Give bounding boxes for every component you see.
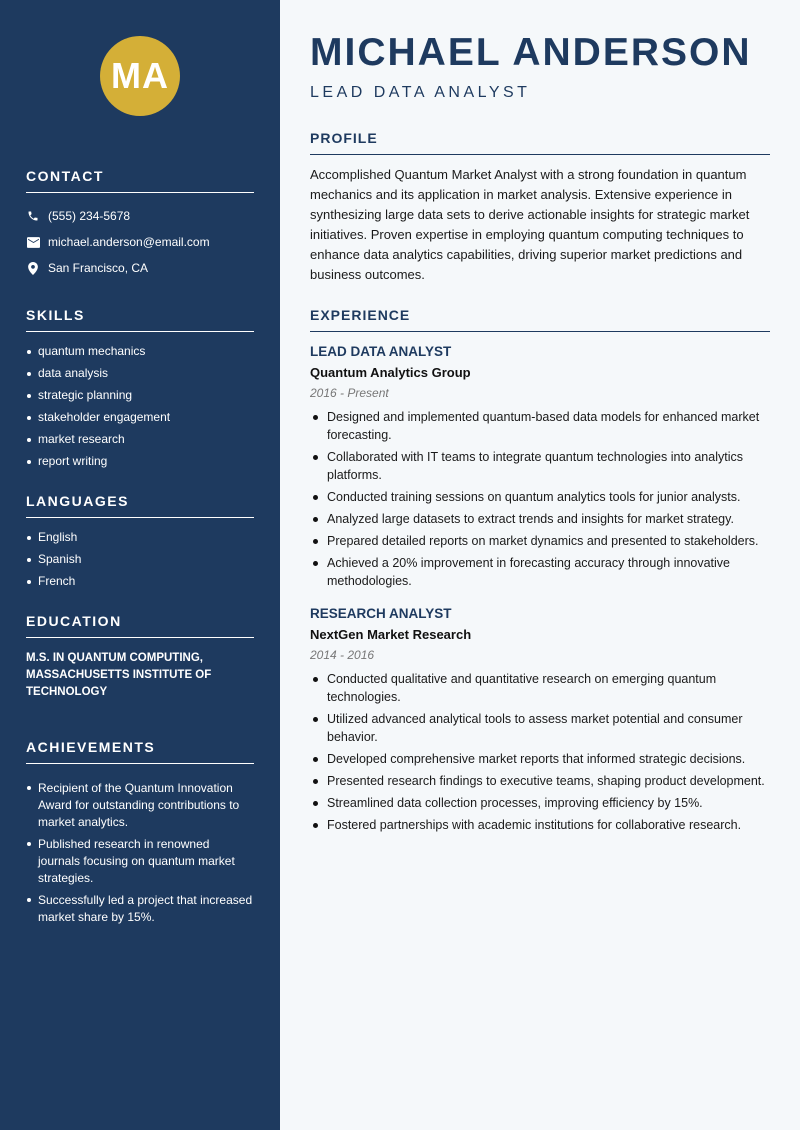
achievements-section (26, 739, 254, 926)
candidate-role: LEAD DATA ANALYST (310, 84, 531, 101)
list-item: Achieved a 20% improvement in forecasting accuracy through innovative methodologies. (310, 554, 770, 590)
contact-heading: CONTACT (26, 168, 254, 193)
list-item: report writing (26, 454, 254, 469)
sidebar (0, 0, 280, 1130)
job-entry (310, 344, 770, 590)
list-item: English (26, 530, 254, 545)
list-item: Published research in renowned journals focusing on quantum market strategies. (26, 836, 254, 887)
job-company: NextGen Market Research (310, 627, 472, 642)
main-content (280, 0, 800, 1130)
list-item: Recipient of the Quantum Innovation Award for outstanding contributions to market analytics. (26, 780, 254, 831)
job-dates: 2016 - Present (310, 386, 389, 400)
list-item: stakeholder engagement (26, 410, 254, 425)
achievements-heading: ACHIEVEMENTS (26, 739, 254, 764)
profile-heading: PROFILE (310, 130, 770, 155)
list-item: Successfully led a project that increased market share by 15%. (26, 892, 254, 926)
experience-section (310, 307, 770, 834)
contact-phone (26, 209, 254, 223)
avatar: MA (100, 36, 180, 116)
job-title: LEAD DATA ANALYST (310, 344, 452, 359)
profile-section (310, 130, 770, 285)
job-entry (310, 606, 770, 834)
email-text: michael.anderson@email.com (48, 235, 210, 249)
list-item: Conducted qualitative and quantitative research on emerging quantum technologies. (310, 670, 770, 706)
skills-heading: SKILLS (26, 307, 254, 332)
languages-section (26, 493, 254, 589)
skills-list (26, 344, 254, 469)
contact-location (26, 261, 254, 275)
list-item: data analysis (26, 366, 254, 381)
education-heading: EDUCATION (26, 613, 254, 638)
list-item: Designed and implemented quantum-based data models for enhanced market forecasting. (310, 408, 770, 444)
achievements-list (26, 780, 254, 926)
list-item: Spanish (26, 552, 254, 567)
contact-email (26, 235, 254, 249)
profile-text: Accomplished Quantum Market Analyst with a strong foundation in quantum mechanics and its application in market analysis. Extensive experience in synthesizing large data sets to derive actionable insights for strategic market initiatives. Proven expertise in employing quantum computing techniques to enhance data analytics capabilities, driving superior market predictions and business outcomes. (310, 167, 750, 282)
phone-icon (26, 209, 40, 223)
job-bullets (310, 408, 770, 590)
languages-list (26, 530, 254, 589)
job-company: Quantum Analytics Group (310, 365, 471, 380)
candidate-name: MICHAEL ANDERSON (310, 31, 752, 74)
list-item: Developed comprehensive market reports that informed strategic decisions. (310, 750, 770, 768)
education-degree: M.S. IN QUANTUM COMPUTING, MASSACHUSETTS INSTITUTE OF TECHNOLOGY (26, 652, 212, 698)
list-item: Presented research findings to executive teams, shaping product development. (310, 772, 770, 790)
list-item: Collaborated with IT teams to integrate quantum technologies into analytics platforms. (310, 448, 770, 484)
job-title: RESEARCH ANALYST (310, 606, 452, 621)
experience-heading: EXPERIENCE (310, 307, 770, 332)
list-item: French (26, 574, 254, 589)
contact-section (26, 168, 254, 275)
list-item: market research (26, 432, 254, 447)
education-section (26, 613, 254, 701)
list-item: Prepared detailed reports on market dynamics and presented to stakeholders. (310, 532, 770, 550)
list-item: Utilized advanced analytical tools to assess market potential and consumer behavior. (310, 710, 770, 746)
skills-section (26, 307, 254, 469)
list-item: Fostered partnerships with academic institutions for collaborative research. (310, 816, 770, 834)
list-item: Analyzed large datasets to extract trends and insights for market strategy. (310, 510, 770, 528)
job-dates: 2014 - 2016 (310, 648, 375, 662)
list-item: quantum mechanics (26, 344, 254, 359)
location-pin-icon (26, 261, 40, 275)
list-item: Streamlined data collection processes, improving efficiency by 15%. (310, 794, 770, 812)
mail-icon (26, 235, 40, 249)
list-item: Conducted training sessions on quantum analytics tools for junior analysts. (310, 488, 770, 506)
list-item: strategic planning (26, 388, 254, 403)
phone-text: (555) 234-5678 (48, 209, 131, 223)
location-text: San Francisco, CA (48, 261, 149, 275)
languages-heading: LANGUAGES (26, 493, 254, 518)
job-bullets (310, 670, 770, 834)
